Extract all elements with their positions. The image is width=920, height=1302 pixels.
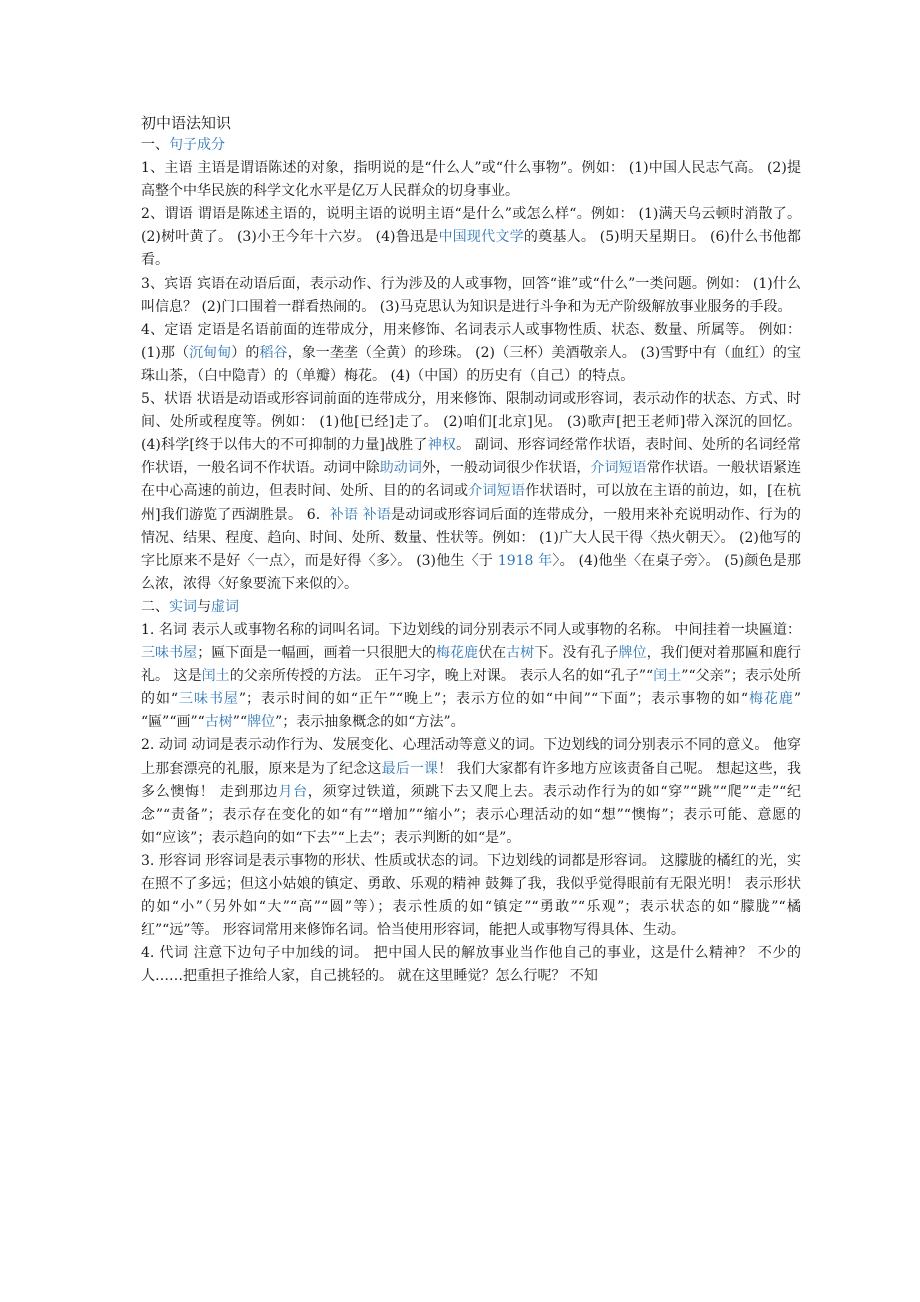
text-run: 的父亲所传授的方法。 正午习字，晚上对课。 表示人名的如“孔子”“ — [229, 668, 654, 685]
text-run: 5、状语 状语是动语或形容词前面的连带成分，用来修饰、限制动词或形容词，表示动作的状态、方式、时间、处所或程度等。例如： (1)他[已经]走了。 (2)咱们[北京]见。 (3)歌声[把王老师]带入深沉的回忆。 (4)科学[终于以伟大的不可抑制的力量]战胜了 — [141, 391, 801, 454]
hyperlink[interactable]: 最后一课 — [381, 760, 439, 777]
text-run: 2、谓语 谓语是陈述主语的，说明主语的说明主语“是什么”或怎么样“。例如： (1)满天乌云顿时消散了。 (2)树叶黄了。 (3)小王今年十六岁。 (4)鲁迅是 — [141, 206, 801, 246]
text-run: 的奠基人。 (5)明天星期日。 (6)什么书他都看。 — [141, 229, 802, 269]
paragraph — [141, 157, 801, 203]
document-body — [141, 134, 801, 988]
text-run: 1、主语 主语是谓语陈述的对象，指明说的是“什么人”或“什么事物”。例如： (1)中国人民志气高。 (2)提高整个中华民族的科学文化水平是亿万人民群众的切身事业。 — [141, 160, 801, 200]
hyperlink[interactable]: 古树 — [204, 714, 233, 731]
paragraph — [141, 734, 801, 849]
text-run: 一、 — [141, 137, 169, 153]
text-run: ！ 我们大家都有许多地方应该责备自己呢。 想起这些，我多么懊悔！ 走到那边 — [141, 760, 802, 800]
text-run: 〉。 (4)他坐〈在桌子旁〉。 (5)颜色是那么浓，浓得〈好象要流下来似的〉。 — [141, 552, 801, 592]
hyperlink[interactable]: 神权 — [427, 437, 457, 454]
hyperlink[interactable]: 三味书屋 — [141, 645, 198, 662]
text-run: 4、定语 定语是名语前面的连带成分，用来修饰、名词表示人或事物性质、状态、数量、所属等。 例如： (1)那（ — [141, 321, 801, 361]
text-run: ”“ — [232, 714, 248, 731]
text-run: 二、 — [141, 598, 169, 615]
text-run: ”；表示时间的如“正午”“晚上”；表示方位的如“中间”“下面”；表示事物的如“ — [238, 691, 749, 708]
text-run: ，我们便对着那匾和鹿行礼。 这是 — [141, 645, 802, 685]
text-run: 4. 代词 注意下边句子中加线的词。 把中国人民的解放事业当作他自己的事业，这是什么精神？ 不少的人……把重担子推给人家，自己挑轻的。 就在这里睡觉？怎么行呢？ 不知 — [141, 945, 801, 985]
paragraph — [141, 203, 801, 272]
text-run: 下。没有孔子 — [534, 645, 619, 662]
paragraph — [141, 273, 801, 319]
hyperlink[interactable]: 虚词 — [211, 598, 239, 615]
hyperlink[interactable]: 介词短语 — [468, 483, 526, 500]
paragraph — [141, 619, 801, 734]
hyperlink[interactable]: 月台 — [278, 783, 308, 800]
text-run: ”；表示抽象概念的如“方法”。 — [275, 714, 465, 731]
paragraph — [141, 319, 801, 388]
hyperlink[interactable]: 三味书屋 — [178, 691, 239, 708]
hyperlink[interactable]: 梅花鹿 — [435, 645, 479, 662]
text-run: 伏在 — [478, 645, 507, 662]
text-run: 常作状语。一般状语紧连在中心高速的前边，但表时间、处所、目的的名词或 — [141, 460, 802, 500]
paragraph — [141, 942, 801, 988]
text-run: 。 副词、形容词经常作状语，表时间、处所的名词经常作状语，一般名词不作状语。动词中除 — [141, 437, 801, 477]
text-run: ，象一垄垄（全黄）的珍珠。 (2)（三杯）美酒敬亲人。 (3)雪野中有（血红）的宝珠山茶，（白中隐青）的（单瓣）梅花。 (4)（中国）的历史有（自己）的特点。 — [141, 344, 801, 384]
hyperlink[interactable]: 中国现代文学 — [438, 229, 524, 246]
hyperlink[interactable]: 梅花鹿 — [748, 691, 794, 708]
text-run: 是动词或形容词后面的连带成分，一般用来补充说明动作、行为的情况、结果、程度、趋向、时间、处所、数量、性状等。例如： (1)广大人民干得〈热火朝天〉。 (2)他写的字比原来不是好〈一点〉，而是好得〈多〉。 (3)他生〈于 — [141, 506, 801, 569]
text-run: ”“父亲”；表示处所的如“ — [141, 668, 802, 708]
document-title: 初中语法知识 — [141, 114, 232, 132]
hyperlink[interactable]: 句子成分 — [169, 137, 225, 153]
hyperlink[interactable]: 牌位 — [247, 714, 276, 731]
paragraph — [141, 850, 801, 942]
hyperlink[interactable]: 助动词 — [379, 460, 422, 477]
text-run: 1. 名词 表示人或事物名称的词叫名词。下边划线的词分别表示不同人或事物的名称。 中间挂着一块匾道： — [141, 621, 801, 638]
text-run: 与 — [197, 598, 211, 615]
paragraph — [141, 596, 801, 619]
hyperlink[interactable]: 古树 — [506, 645, 535, 662]
hyperlink[interactable]: 沉甸甸 — [189, 344, 232, 361]
text-run: 2. 动词 动词是表示动作行为、发展变化、心理活动等意义的词。下边划线的词分别表示不同的意义。 他穿上那套漂亮的礼服，原来是为了纪念这 — [141, 737, 801, 777]
text-run: 3. 形容词 形容词是表示事物的形状、性质或状态的词。下边划线的词都是形容词。 这朦胧的橘红的光，实在照不了多远；但这小姑娘的镇定、勇敢、乐观的精神 鼓舞了我，我似乎觉得眼前有无限光明！ 表示形状的如“小”（另外如“大”“高”“圆”等）；表示性质的如“镇定”“勇敢”“乐观”；表示状态的如“朦胧”“橘红”“远”等。 形容词常用来修饰名词。恰当使用形容词，能把人或事物写得具体、生动。 — [141, 852, 801, 939]
hyperlink[interactable]: 1918 年 — [497, 552, 553, 569]
hyperlink[interactable]: 闰土 — [201, 668, 230, 685]
paragraph — [141, 134, 801, 157]
hyperlink[interactable]: 牌位 — [618, 645, 647, 662]
hyperlink[interactable]: 稻谷 — [259, 344, 288, 361]
text-run: ）的 — [231, 344, 260, 361]
hyperlink[interactable]: 介词短语 — [590, 460, 647, 477]
text-run: ；匾下面是一幅画，画着一只很肥大的 — [197, 645, 436, 662]
text-run: ” “匾”“画”“ — [141, 691, 802, 731]
hyperlink[interactable]: 补语 — [362, 506, 392, 523]
text-run: 作状语时，可以放在主语的前边，如，[在杭州]我们游览了西湖胜景。 6． — [141, 483, 801, 523]
paragraph — [141, 388, 801, 596]
hyperlink[interactable]: 补语 — [329, 506, 359, 523]
text-run: ，须穿过铁道，须跳下去又爬上去。表示动作行为的如“穿”“跳”“爬”“走”“纪念”“责备”；表示存在变化的如“有”“增加”“缩小”；表示心理活动的如“想”“懊悔”；表示可能、意愿的如“应该”；表示趋向的如“下去”“上去”；表示判断的如“是”。 — [141, 783, 802, 846]
hyperlink[interactable]: 实词 — [169, 598, 197, 615]
text-run: 3、宾语 宾语在动语后面，表示动作、行为涉及的人或事物，回答“谁”或“什么”一类问题。例如： (1)什么叫信息？ (2)门口围着一群看热闹的。 (3)马克思认为知识是进行斗争和为无产阶级解放事业服务的手段。 — [141, 275, 801, 315]
document-page — [141, 112, 801, 988]
hyperlink[interactable]: 闰土 — [653, 668, 682, 685]
text-run: 外，一般动词很少作状语， — [421, 460, 591, 477]
